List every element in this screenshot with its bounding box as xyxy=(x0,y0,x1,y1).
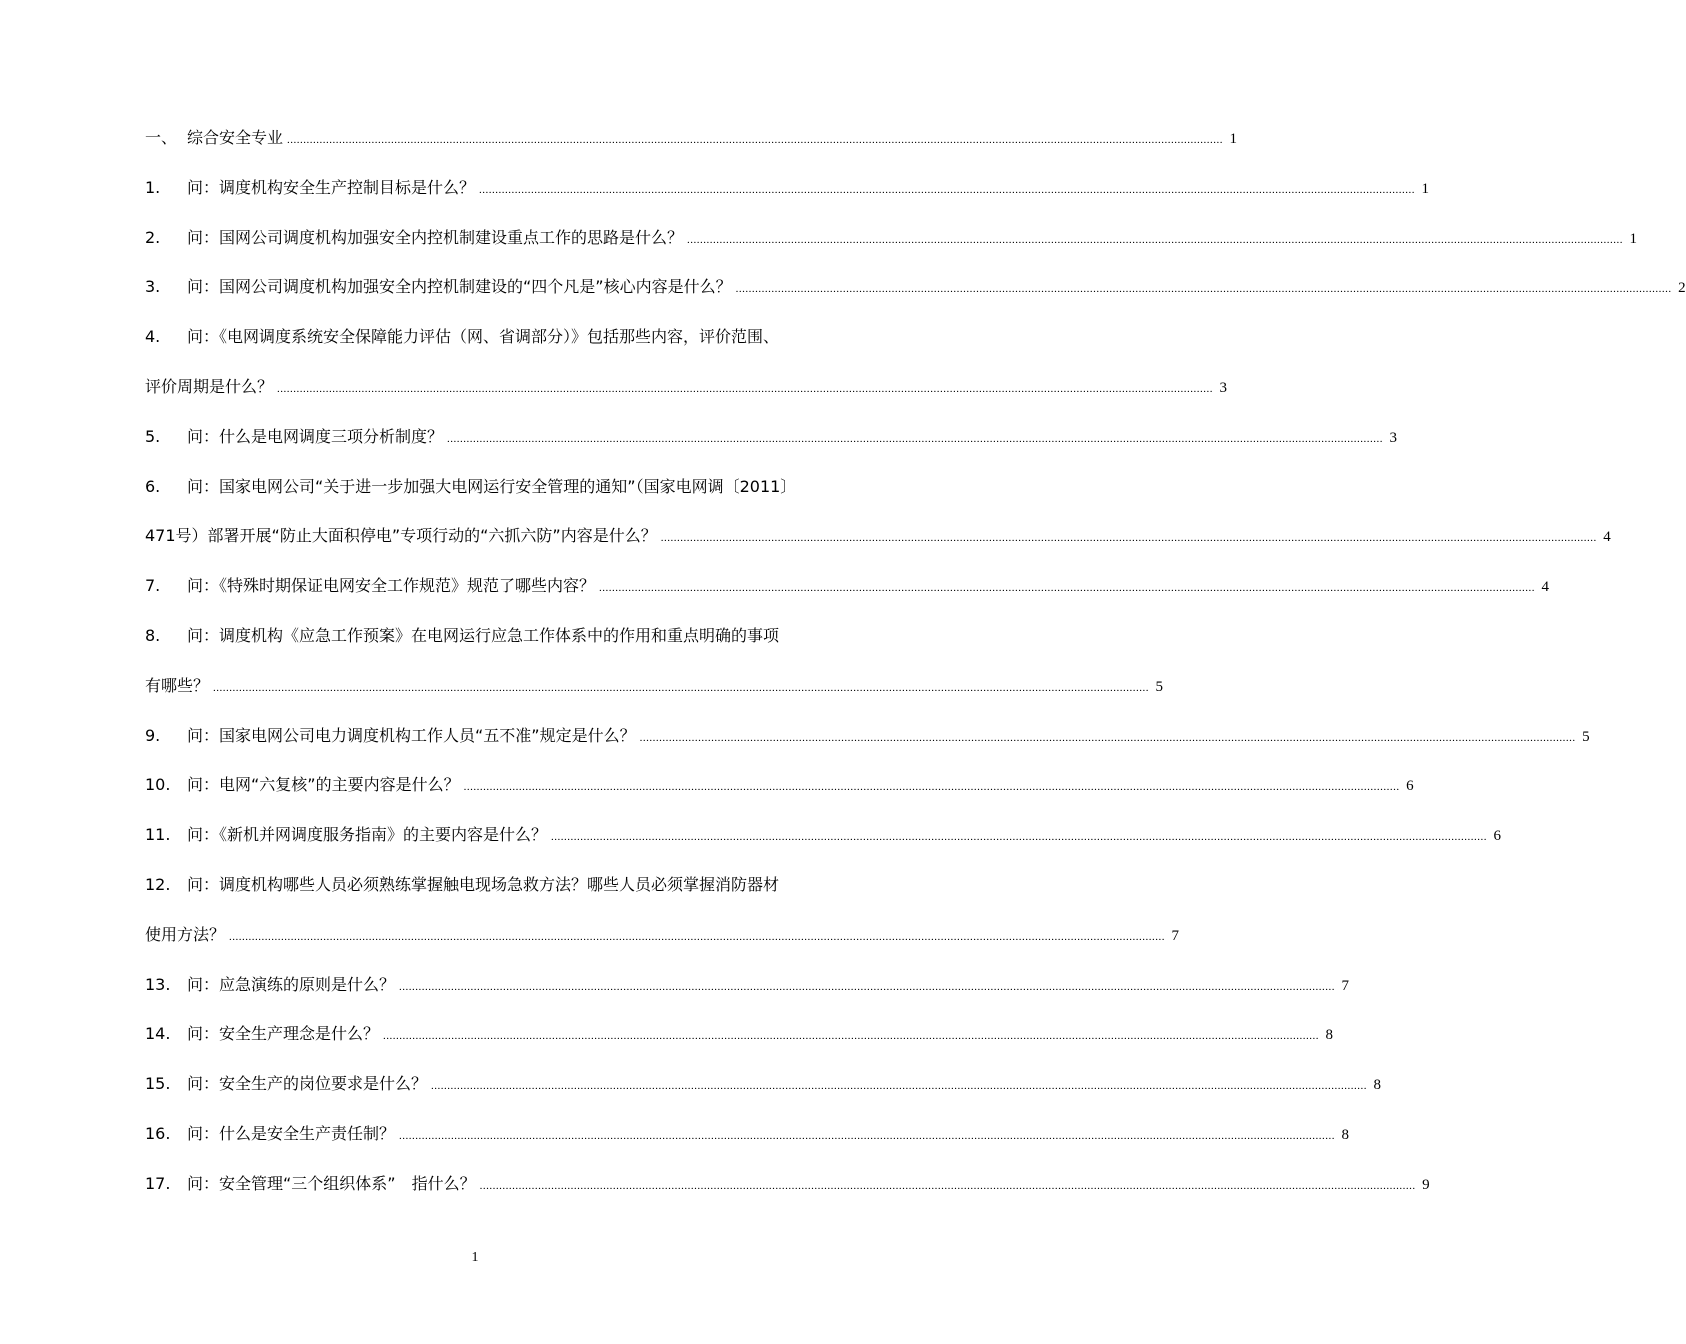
toc-entry-number: 一、 xyxy=(145,128,178,147)
toc-leader-dots xyxy=(551,813,1487,863)
toc-entry-page: 9 xyxy=(1422,1176,1430,1193)
toc-entry[interactable] xyxy=(145,312,807,362)
toc-entry-number: 12. xyxy=(145,874,171,894)
toc-entry[interactable] xyxy=(145,1109,1350,1159)
toc-entry-number: 9. xyxy=(145,725,161,745)
toc-entry-number: 3. xyxy=(145,277,161,297)
toc-leader-dots xyxy=(599,564,1535,614)
toc-entry-title: 问：调度机构安全生产控制目标是什么？ xyxy=(187,177,476,197)
toc-entry-title: 问：《特殊时期保证电网安全工作规范》规范了哪些内容？ xyxy=(187,576,596,596)
toc-entry[interactable] xyxy=(145,960,1350,1010)
toc-entry-continuation[interactable] xyxy=(145,661,1164,711)
toc-entry-title: 问：《电网调度系统安全保障能力评估（网、省调部分）》包括那些内容，评价范围、 xyxy=(187,327,780,347)
toc-entry-title: 问：调度机构哪些人员必须熟练掌握触电现场急救方法？哪些人员必须掌握消防器材 xyxy=(187,874,780,894)
toc-leader-dots xyxy=(479,166,1415,216)
table-of-contents xyxy=(145,113,1686,1209)
toc-leader-dots xyxy=(399,963,1335,1013)
toc-entry[interactable] xyxy=(145,1009,1334,1059)
toc-leader-dots xyxy=(229,913,1165,963)
toc-leader-dots xyxy=(287,116,1223,166)
toc-entry-page: 8 xyxy=(1325,1027,1334,1044)
toc-leader-dots xyxy=(687,216,1623,266)
toc-entry-title: 问：安全生产理念是什么？ xyxy=(187,1024,380,1044)
toc-entry-page: 7 xyxy=(1341,977,1350,994)
toc-entry-page: 1 xyxy=(1421,180,1430,197)
toc-entry-title: 问：什么是安全生产责任制？ xyxy=(187,1123,396,1143)
toc-entry-title: 综合安全专业 xyxy=(187,128,284,147)
toc-entry[interactable] xyxy=(145,1059,1382,1109)
toc-entry-page: 1 xyxy=(1229,131,1238,147)
toc-leader-dots xyxy=(447,415,1383,465)
toc-entry-page: 5 xyxy=(1582,728,1590,745)
toc-entry[interactable] xyxy=(145,810,1502,860)
toc-entry-page: 5 xyxy=(1155,678,1164,695)
toc-entry-page: 3 xyxy=(1219,379,1228,396)
toc-entry-number: 11. xyxy=(145,825,171,845)
toc-entry[interactable] xyxy=(145,760,1414,810)
toc-entry[interactable] xyxy=(145,213,1638,263)
toc-entry-page: 3 xyxy=(1389,429,1398,446)
toc-entry-number: 4. xyxy=(145,327,161,347)
toc-entry-number: 5. xyxy=(145,426,161,446)
toc-entry-title-cont: 471号）部署开展“防止大面积停电”专项行动的“六抓六防”内容是什么？ xyxy=(145,526,657,546)
toc-leader-dots xyxy=(383,1012,1319,1062)
toc-entry[interactable] xyxy=(145,1159,1430,1209)
toc-entry-page: 8 xyxy=(1373,1077,1382,1094)
toc-entry-page: 6 xyxy=(1406,778,1414,795)
toc-entry-page: 4 xyxy=(1541,579,1550,596)
toc-leader-dots xyxy=(431,1062,1367,1112)
toc-entry-title: 问：安全生产的岗位要求是什么？ xyxy=(187,1074,428,1094)
toc-entry-page: 4 xyxy=(1603,529,1611,546)
toc-entry[interactable] xyxy=(145,262,1686,312)
toc-leader-dots xyxy=(736,265,1672,315)
toc-entry[interactable] xyxy=(145,163,1430,213)
toc-entry-number: 8. xyxy=(145,625,161,645)
toc-entry-title: 问：调度机构《应急工作预案》在电网运行应急工作体系中的作用和重点明确的事项 xyxy=(187,625,780,645)
toc-entry-title: 问：安全管理“三个组织体系” 指什么？ xyxy=(187,1173,476,1193)
toc-entry-page: 7 xyxy=(1171,927,1180,944)
toc-leader-dots xyxy=(480,1162,1416,1212)
toc-entry-title: 问：应急演练的原则是什么？ xyxy=(187,974,396,994)
toc-entry[interactable] xyxy=(145,561,1550,611)
toc-entry-title: 问：国家电网公司电力调度机构工作人员“五不准”规定是什么？ xyxy=(187,725,636,745)
toc-entry-title: 问：什么是电网调度三项分析制度？ xyxy=(187,426,444,446)
toc-entry-title: 问：国网公司调度机构加强安全内控机制建设重点工作的思路是什么？ xyxy=(187,227,684,247)
toc-leader-dots xyxy=(661,514,1597,564)
toc-entry-page: 2 xyxy=(1678,280,1686,297)
toc-entry-page: 6 xyxy=(1493,828,1502,845)
toc-entry-number: 17. xyxy=(145,1173,171,1193)
toc-entry[interactable] xyxy=(145,462,807,512)
toc-entry[interactable] xyxy=(145,711,1590,761)
toc-entry[interactable] xyxy=(145,113,1238,163)
toc-entry[interactable] xyxy=(145,412,1398,462)
toc-entry-title: 问：电网“六复核”的主要内容是什么？ xyxy=(187,775,460,795)
toc-entry-title-cont: 有哪些？ xyxy=(145,675,210,695)
toc-entry-page: 8 xyxy=(1341,1126,1350,1143)
toc-entry-number: 10. xyxy=(145,775,171,795)
toc-entry-number: 15. xyxy=(145,1074,171,1094)
toc-entry-number: 16. xyxy=(145,1123,171,1143)
toc-entry-continuation[interactable] xyxy=(145,910,1180,960)
toc-entry-number: 6. xyxy=(145,476,161,496)
toc-leader-dots xyxy=(213,664,1149,714)
toc-entry-continuation[interactable] xyxy=(145,511,1611,561)
page-number: 1 xyxy=(471,1250,479,1265)
toc-entry-number: 7. xyxy=(145,576,161,596)
toc-leader-dots xyxy=(277,365,1213,415)
toc-entry-number: 1. xyxy=(145,177,161,197)
toc-entry[interactable] xyxy=(145,860,807,910)
toc-leader-dots xyxy=(399,1112,1335,1162)
toc-entry-number: 13. xyxy=(145,974,171,994)
toc-entry-title-cont: 使用方法？ xyxy=(145,924,226,944)
toc-entry-title: 问：国家电网公司“关于进一步加强大电网运行安全管理的通知”（国家电网调〔2011〕 xyxy=(187,476,797,496)
toc-entry-title: 问：《新机并网调度服务指南》的主要内容是什么？ xyxy=(187,825,548,845)
toc-entry-continuation[interactable] xyxy=(145,362,1228,412)
toc-entry[interactable] xyxy=(145,611,807,661)
toc-entry-number: 2. xyxy=(145,227,161,247)
toc-entry-page: 1 xyxy=(1629,230,1638,247)
toc-entry-number: 14. xyxy=(145,1024,171,1044)
toc-entry-title: 问：国网公司调度机构加强安全内控机制建设的“四个凡是”核心内容是什么？ xyxy=(187,277,732,297)
toc-entry-title-cont: 评价周期是什么？ xyxy=(145,376,274,396)
toc-leader-dots xyxy=(464,763,1400,813)
toc-leader-dots xyxy=(640,714,1576,764)
